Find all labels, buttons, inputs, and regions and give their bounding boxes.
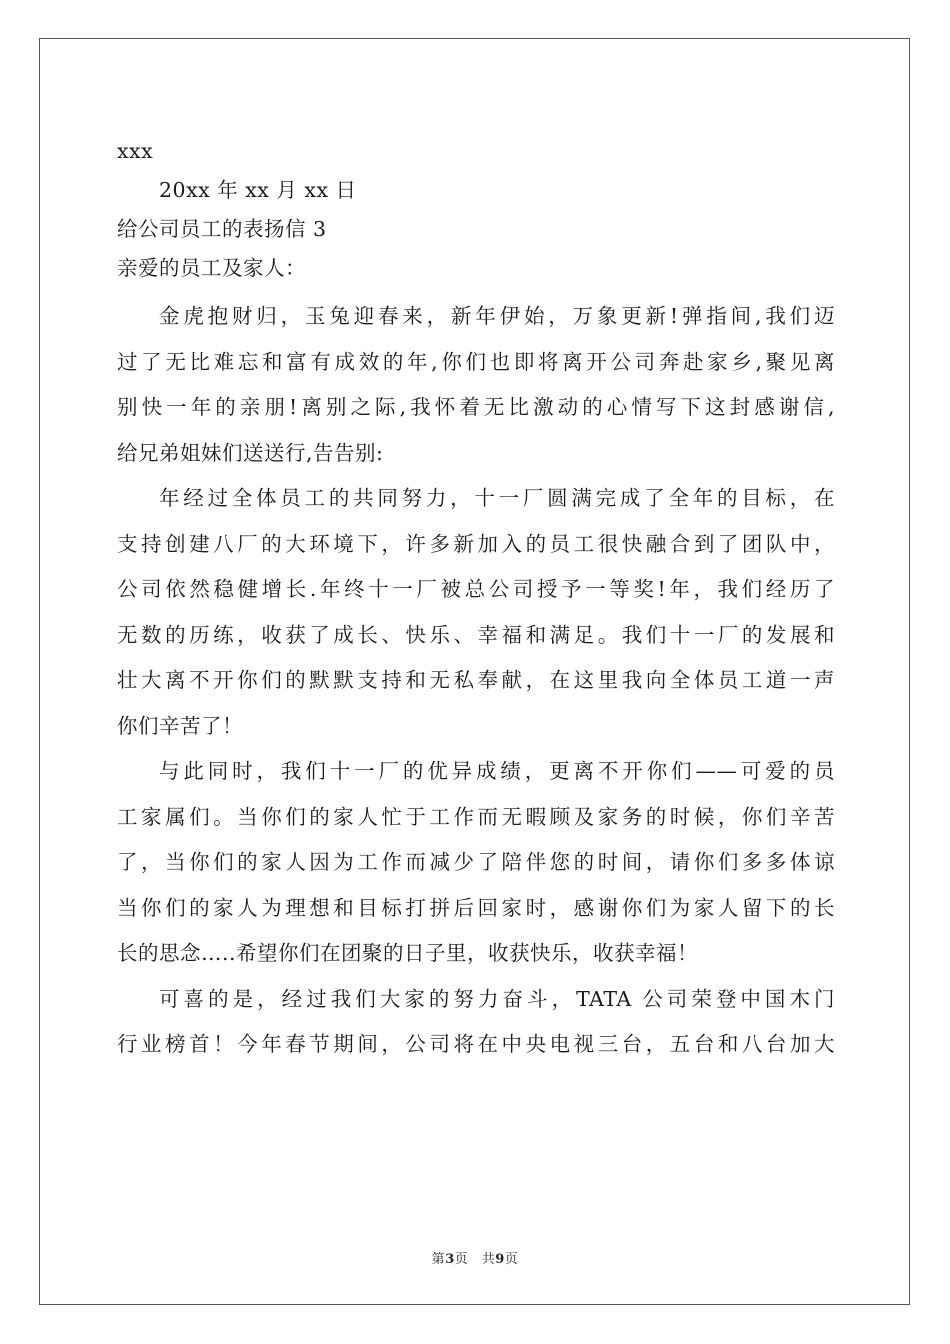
- paragraph-line: 过了无比难忘和富有成效的年,你们也即将离开公司奔赴家乡,聚见离: [117, 349, 835, 374]
- paragraph-line: 行业榜首！今年春节期间，公司将在中央电视三台，五台和八台加大: [117, 1032, 835, 1056]
- paragraph-line: 壮大离不开你们的默默支持和无私奉献，在这里我向全体员工道一声: [117, 668, 835, 692]
- footer-prefix: 第: [431, 1252, 446, 1267]
- paragraph-line: 了，当你们的家人因为工作而减少了陪伴您的时间，请你们多多体谅: [117, 850, 835, 874]
- footer-middle: 页 共: [454, 1252, 496, 1267]
- paragraph-line: 当你们的家人为理想和目标打拼后回家时，感谢你们为家人留下的长: [117, 895, 835, 920]
- paragraph-1: [117, 294, 835, 476]
- paragraph-line: 与此同时，我们十一厂的优异成绩，更离不开你们——可爱的员: [159, 759, 835, 783]
- footer-suffix: 页: [504, 1252, 519, 1267]
- paragraph-2: [117, 476, 835, 749]
- signer-name: xxx: [117, 139, 154, 163]
- paragraph-4: [117, 977, 835, 1068]
- paragraph-line: 给兄弟姐妹们送送行,告告别:: [117, 440, 384, 465]
- paragraph-line: 可喜的是，经过我们大家的努力奋斗，TATA 公司荣登中国木门: [159, 986, 835, 1011]
- paragraph-line: 无数的历练，收获了成长、快乐、幸福和满足。我们十一厂的发展和: [117, 622, 835, 647]
- salutation: 亲爱的员工及家人：: [117, 256, 306, 280]
- footer-page-number: 3: [445, 1252, 455, 1267]
- paragraph-line: 年经过全体员工的共同努力，十一厂圆满完成了全年的目标，在: [159, 486, 835, 510]
- paragraph-line: 金虎抱财归，玉兔迎春来，新年伊始，万象更新!弹指间,我们迈: [159, 304, 835, 328]
- paragraph-line: 工家属们。当你们的家人忙于工作而无暇顾及家务的时候，你们辛苦: [117, 804, 835, 829]
- paragraph-line: 长的思念…..希望你们在团聚的日子里，收获快乐，收获幸福！: [117, 941, 699, 965]
- paragraph-line: 你们辛苦了！: [117, 713, 243, 738]
- paragraph-line: 别快一年的亲朋!离别之际,我怀着无比激动的心情写下这封感谢信,: [117, 395, 835, 419]
- letter-title: 给公司员工的表扬信 3: [117, 217, 327, 241]
- paragraph-line: 支持创建八厂的大环境下，许多新加入的员工很快融合到了团队中，: [117, 531, 835, 556]
- paragraph-line: 公司依然稳健增长.年终十一厂被总公司授予一等奖!年，我们经历了: [117, 577, 835, 601]
- paragraph-3: [117, 749, 835, 977]
- page-footer: [0, 1248, 950, 1267]
- letter-date: 20xx 年 xx 月 xx 日: [159, 178, 357, 202]
- document-body: [117, 132, 835, 1068]
- footer-total-pages: 9: [495, 1252, 505, 1267]
